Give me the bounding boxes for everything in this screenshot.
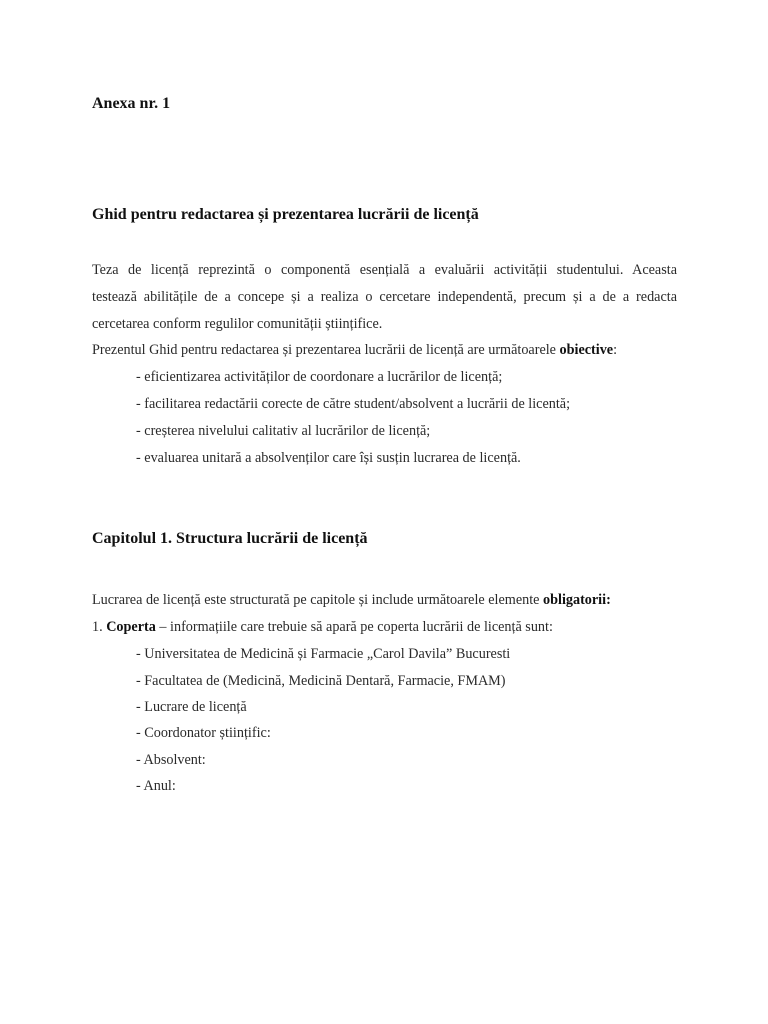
- intro-line-2: testează abilitățile de a concepe și a realiza o cercetare independentă, precum și a de a redacta: [92, 289, 677, 305]
- objectives-intro: [92, 341, 677, 359]
- structure-intro-text: Lucrarea de licență este structurată pe capitole și include următoarele elemente: [92, 592, 544, 608]
- intro-line-1: Teza de licență reprezintă o componentă esențială a evaluării activității studentului. Aceasta: [92, 262, 677, 278]
- structure-keyword: obligatorii:: [543, 592, 611, 608]
- cover-item-text: – informațiile care trebuie să apară pe coperta lucrării de licență sunt:: [155, 619, 553, 635]
- cover-item-label: Coperta: [106, 619, 156, 635]
- cover-item-number: 1.: [92, 619, 107, 635]
- objective-item: - creșterea nivelului calitativ al lucrărilor de licență;: [136, 423, 431, 439]
- objective-item: - facilitarea redactării corecte de către student/absolvent a lucrării de licentă;: [136, 396, 571, 412]
- objective-item: - evaluarea unitară a absolvenților care își susțin lucrarea de licență.: [136, 450, 521, 466]
- cover-field: - Anul:: [136, 778, 176, 794]
- objectives-intro-text: Prezentul Ghid pentru redactarea și prezentarea lucrării de licență are următoarele: [92, 342, 560, 358]
- cover-item: [92, 618, 677, 636]
- cover-field: - Facultatea de (Medicină, Medicină Dentară, Farmacie, FMAM): [136, 673, 506, 689]
- annex-title: Anexa nr. 1: [92, 95, 171, 112]
- guide-title: Ghid pentru redactarea și prezentarea lucrării de licență: [92, 206, 479, 223]
- chapter-1-title: Capitolul 1. Structura lucrării de licență: [92, 530, 368, 547]
- objectives-keyword: obiective: [559, 342, 614, 358]
- cover-field: - Absolvent:: [136, 752, 206, 768]
- objectives-intro-tail: :: [613, 342, 618, 358]
- cover-field: - Coordonator științific:: [136, 725, 271, 741]
- objective-item: - eficientizarea activităților de coordonare a lucrărilor de licență;: [136, 369, 503, 385]
- cover-field: - Universitatea de Medicină și Farmacie „Carol Davila” Bucuresti: [136, 646, 511, 662]
- intro-line-3: cercetarea conform regulilor comunității științifice.: [92, 316, 383, 332]
- cover-field: - Lucrare de licență: [136, 699, 247, 715]
- structure-intro: [92, 591, 677, 609]
